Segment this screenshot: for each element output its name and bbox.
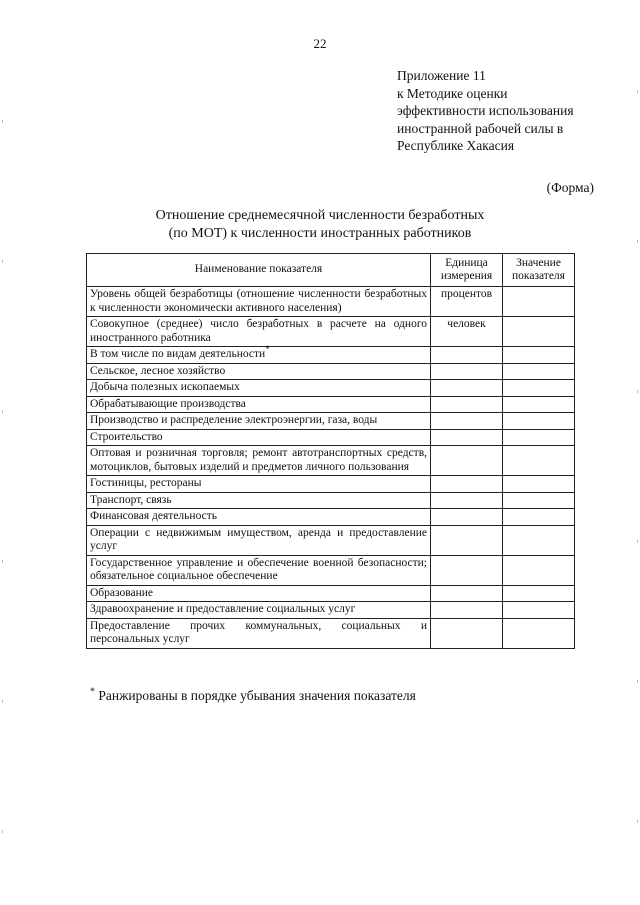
- indicator-unit: [431, 380, 503, 397]
- indicator-name: Оптовая и розничная торговля; ремонт автотранспортных средств, мотоциклов, бытовых изделий и предметов личного пользования: [87, 446, 431, 476]
- indicator-name: Сельское, лесное хозяйство: [87, 363, 431, 380]
- table-row: [87, 492, 575, 509]
- indicator-unit: [431, 602, 503, 619]
- footnote-marker: *: [90, 686, 95, 698]
- document-title: [0, 207, 640, 243]
- header-indicator-name: Наименование показателя: [87, 254, 431, 287]
- indicator-value: [503, 446, 575, 476]
- indicator-value: [503, 618, 575, 648]
- title-line-2: (по МОТ) к численности иностранных работников: [168, 226, 472, 241]
- indicator-name: Гостиницы, рестораны: [87, 476, 431, 493]
- indicator-unit: [431, 618, 503, 648]
- indicator-unit: человек: [431, 317, 503, 347]
- appendix-line: эффективности использования: [397, 103, 574, 118]
- indicator-value: [503, 492, 575, 509]
- table-row: [87, 317, 575, 347]
- indicator-unit: процентов: [431, 287, 503, 317]
- indicator-name: [87, 344, 431, 364]
- indicator-unit: [431, 347, 503, 364]
- indicator-name: Обрабатывающие производства: [87, 396, 431, 413]
- table-row: [87, 509, 575, 526]
- indicators-table: [86, 253, 575, 649]
- indicator-name: Государственное управление и обеспечение военной безопасности; обязательное социальное обеспечение: [87, 555, 431, 585]
- indicator-name: Транспорт, связь: [87, 492, 431, 509]
- appendix-header: [397, 67, 574, 155]
- indicator-unit: [431, 363, 503, 380]
- indicator-value: [503, 413, 575, 430]
- indicator-name: Совокупное (среднее) число безработных в расчете на одного иностранного работника: [87, 317, 431, 347]
- indicator-name: Уровень общей безработицы (отношение численности безработных к численности экономически активного населения): [87, 287, 431, 317]
- appendix-line: Республике Хакасия: [397, 138, 515, 153]
- table-header-row: [87, 254, 575, 287]
- footnote: [90, 688, 416, 704]
- footnote-marker: *: [265, 344, 270, 355]
- table-row: [87, 363, 575, 380]
- indicator-name: Предоставление прочих коммунальных, социальных и персональных услуг: [87, 618, 431, 648]
- header-unit: Единица измерения: [431, 254, 503, 287]
- indicator-name: Финансовая деятельность: [87, 509, 431, 526]
- form-label: (Форма): [546, 180, 594, 195]
- indicator-name: Строительство: [87, 429, 431, 446]
- indicator-unit: [431, 429, 503, 446]
- indicator-name-text: В том числе по видам деятельности: [90, 348, 266, 360]
- footnote-text: Ранжированы в порядке убывания значения показателя: [98, 688, 416, 703]
- indicator-unit: [431, 525, 503, 555]
- indicator-value: [503, 363, 575, 380]
- scan-edge-right: [636, 0, 638, 905]
- header-value: Значение показателя: [503, 254, 575, 287]
- table-row: [87, 396, 575, 413]
- indicator-unit: [431, 555, 503, 585]
- indicator-unit: [431, 396, 503, 413]
- indicator-value: [503, 347, 575, 364]
- indicator-value: [503, 602, 575, 619]
- indicator-unit: [431, 476, 503, 493]
- table-row: [87, 618, 575, 648]
- scan-edge-left: [2, 0, 4, 905]
- indicator-value: [503, 555, 575, 585]
- table-row: [87, 525, 575, 555]
- indicator-value: [503, 317, 575, 347]
- indicator-unit: [431, 446, 503, 476]
- table-row: [87, 585, 575, 602]
- indicator-name: Операции с недвижимым имуществом, аренда и предоставление услуг: [87, 525, 431, 555]
- indicator-value: [503, 287, 575, 317]
- table-row: [87, 287, 575, 317]
- title-line-1: Отношение среднемесячной численности безработных: [155, 208, 485, 223]
- table-row: [87, 429, 575, 446]
- indicator-unit: [431, 585, 503, 602]
- appendix-line: Приложение 11: [397, 68, 486, 83]
- indicator-unit: [431, 492, 503, 509]
- indicator-value: [503, 476, 575, 493]
- indicator-value: [503, 396, 575, 413]
- indicator-name: Производство и распределение электроэнергии, газа, воды: [87, 413, 431, 430]
- indicator-value: [503, 525, 575, 555]
- indicator-unit: [431, 413, 503, 430]
- indicator-value: [503, 509, 575, 526]
- appendix-line: иностранной рабочей силы в: [397, 120, 564, 136]
- table-row: [87, 413, 575, 430]
- indicator-name: Добыча полезных ископаемых: [87, 380, 431, 397]
- indicator-value: [503, 429, 575, 446]
- indicator-value: [503, 585, 575, 602]
- table-row: [87, 347, 575, 364]
- appendix-line: к Методике оценки: [397, 85, 508, 101]
- indicator-value: [503, 380, 575, 397]
- page-number: 22: [313, 36, 327, 51]
- table-row: [87, 476, 575, 493]
- indicator-name: Образование: [87, 585, 431, 602]
- indicator-unit: [431, 509, 503, 526]
- table-row: [87, 602, 575, 619]
- table-row: [87, 555, 575, 585]
- table-row: [87, 446, 575, 476]
- table-row: [87, 380, 575, 397]
- indicator-name: Здравоохранение и предоставление социальных услуг: [87, 602, 431, 619]
